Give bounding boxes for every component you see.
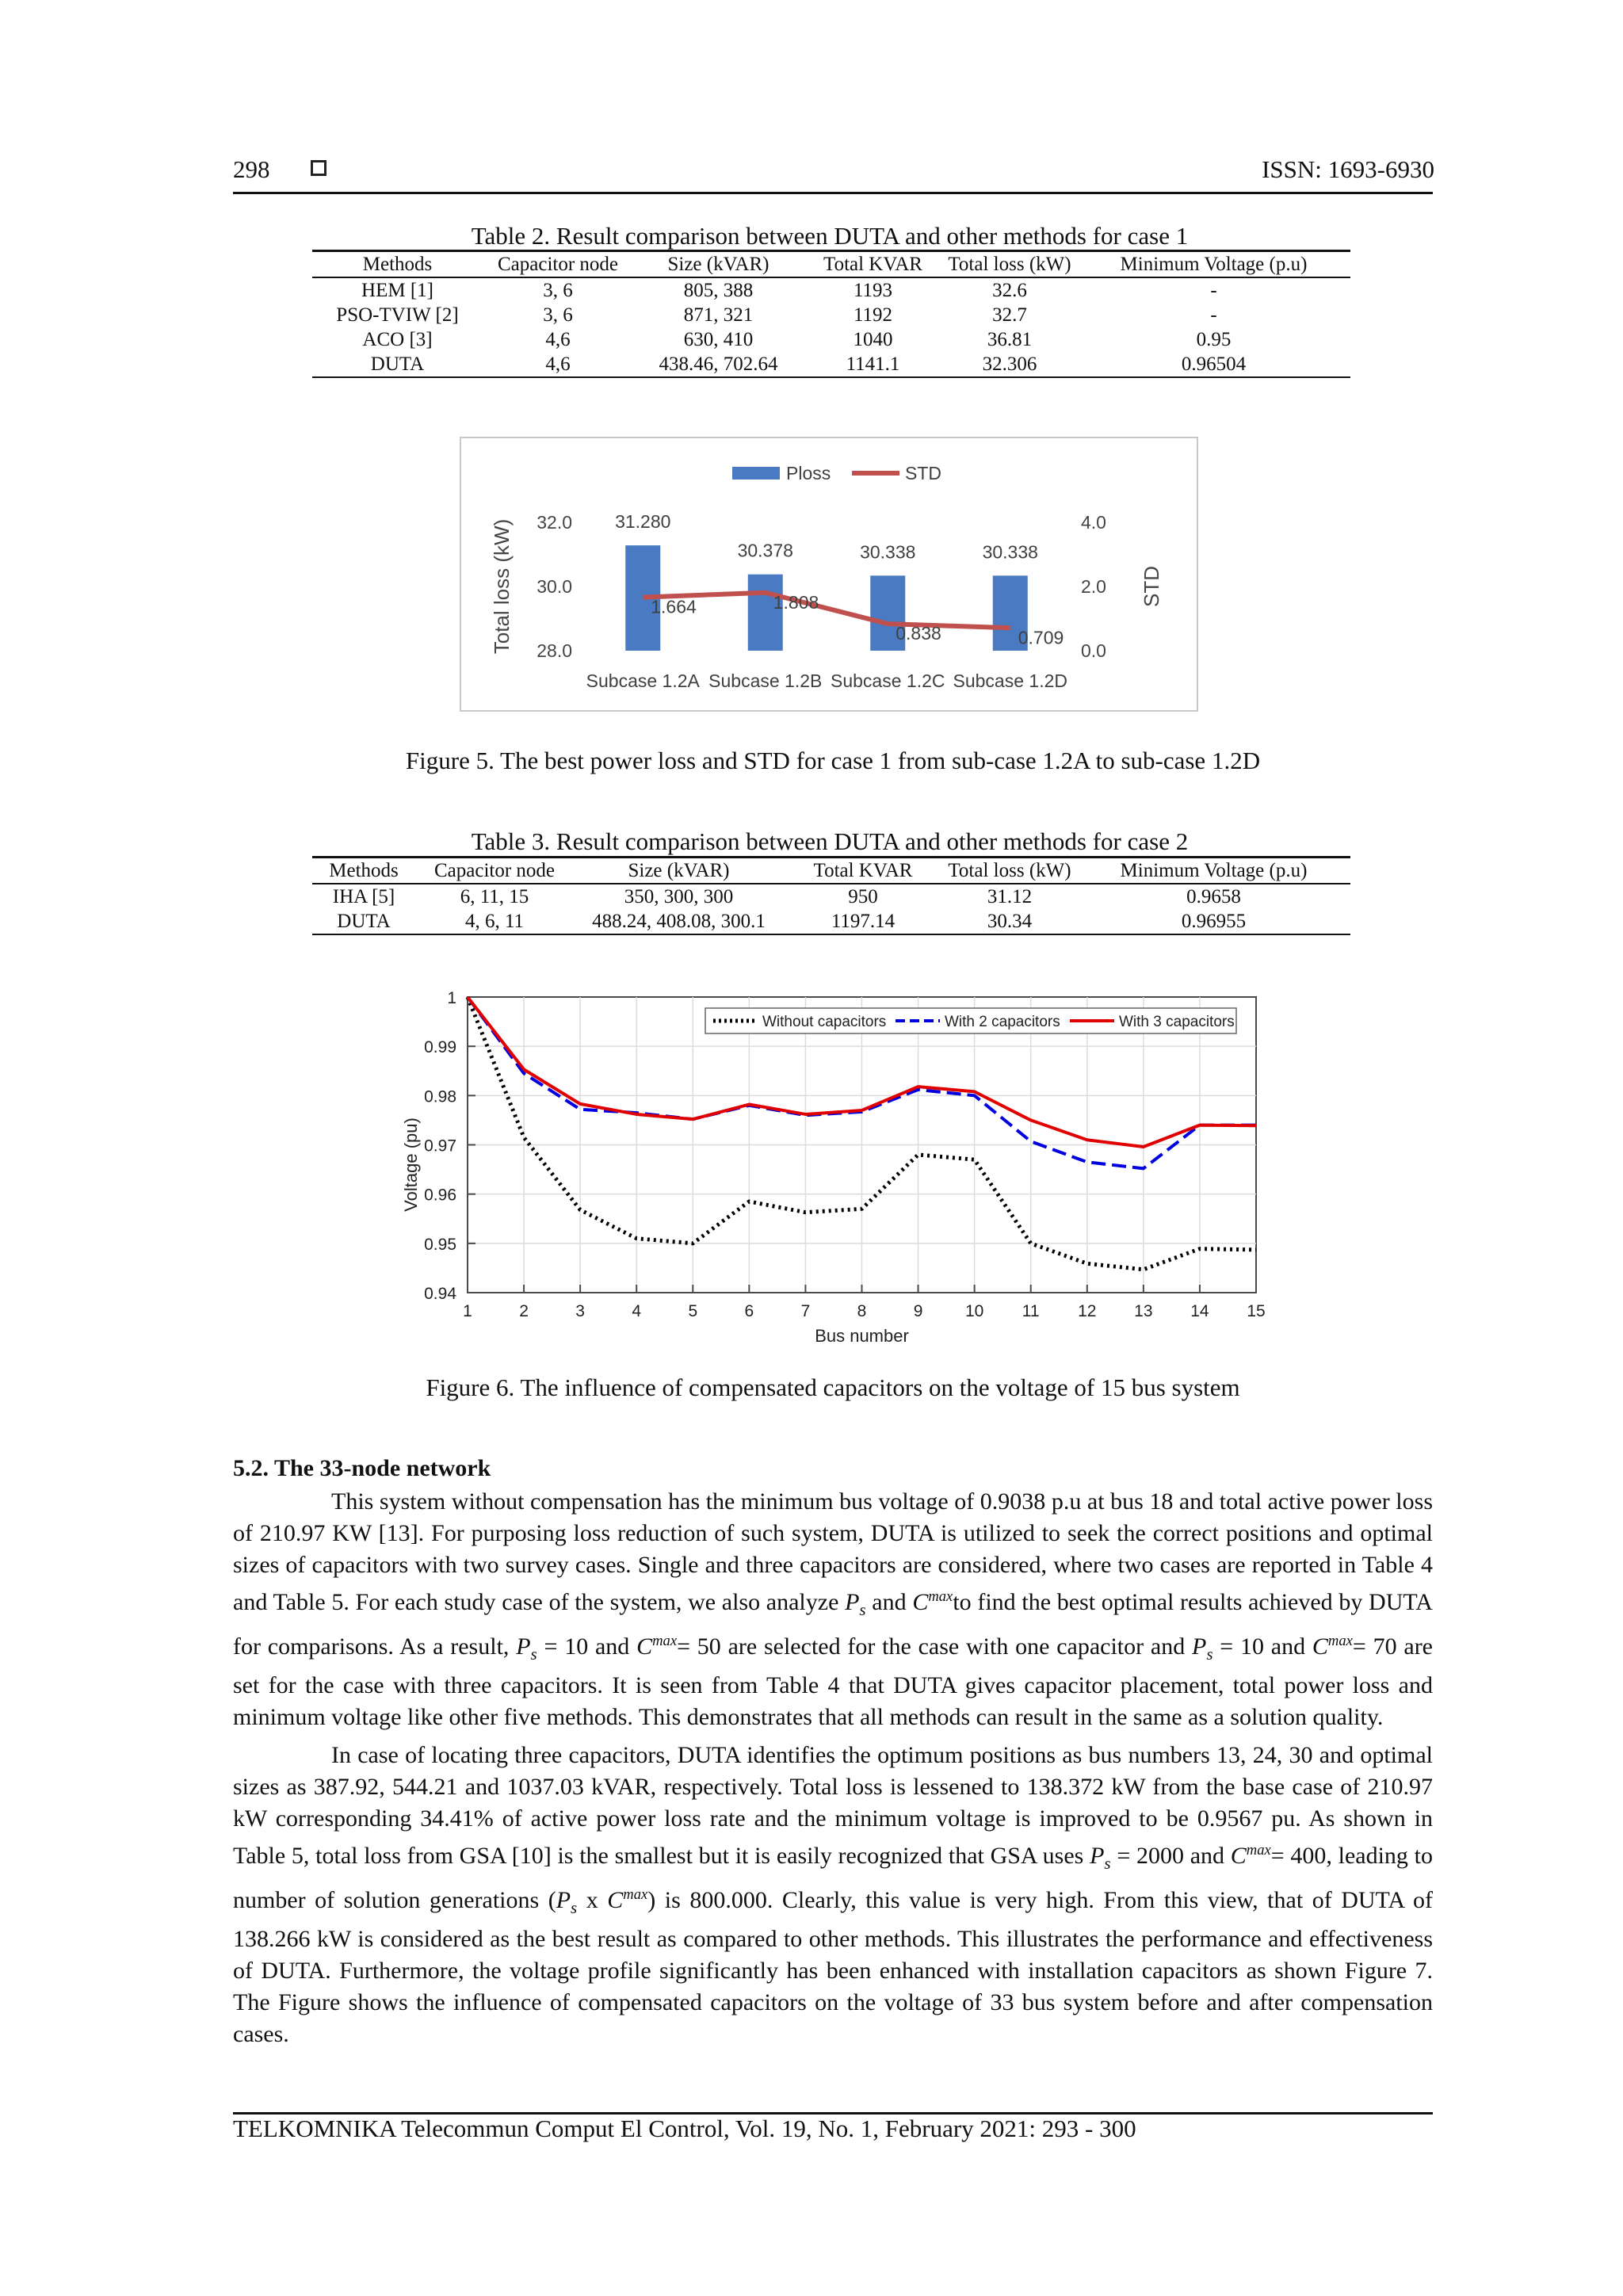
line-data-label: 1.664 [651, 596, 697, 617]
x-category-label: Subcase 1.2C [831, 670, 945, 691]
table-row [312, 277, 1350, 303]
figure5-caption: Figure 5. The best power loss and STD for case 1 from sub-case 1.2A to sub-case 1.2D [405, 747, 1261, 774]
symbol-c: C [607, 1887, 624, 1913]
x-tick-label: 15 [1247, 1302, 1266, 1320]
x-tick-label: 9 [913, 1302, 923, 1320]
table3-col-methods: Methods [312, 858, 415, 884]
symbol-p: P [1192, 1633, 1207, 1660]
symbol-sub: s [530, 1645, 537, 1664]
y-axis-title: Total loss (kW) [490, 518, 514, 655]
bar-data-label: 30.338 [860, 541, 916, 563]
table-cell: 871, 321 [683, 304, 754, 326]
table-cell: 31.12 [987, 886, 1033, 907]
table-cell: 32.6 [992, 280, 1027, 301]
table-cell: 1141.1 [804, 352, 942, 377]
symbol-p: P [1090, 1843, 1105, 1869]
table-cell: - [1210, 304, 1217, 326]
line-data-label: 0.709 [1018, 627, 1064, 648]
page-number: 298 [233, 155, 270, 183]
y2-tick-label: 0.0 [1081, 640, 1106, 661]
y-tick-label: 0.94 [424, 1285, 456, 1303]
square-bullet-icon [311, 160, 327, 176]
table2-caption: Table 2. Result comparison between DUTA and other methods for case 1 [471, 222, 1189, 250]
symbol-sup: max [1327, 1633, 1353, 1649]
table2-col-capacitor-node: Capacitor node [483, 251, 633, 278]
x-category-label: Subcase 1.2B [708, 670, 823, 691]
text-run: x [577, 1887, 608, 1913]
table-cell: 1197.14 [784, 909, 942, 934]
bar [748, 575, 783, 651]
table-cell: 950 [848, 886, 878, 907]
table3-col-capacitor-node: Capacitor node [415, 858, 574, 884]
text-run: ) is 800.000. Clearly, this value is very high. From this view, that of DUTA of 138.266 kW is considered as the best result as compared to other methods. This illustrates the performance and effectiveness of DUTA. Furthermore, the voltage profile significantly has been enhanced with installation capacitors as shown Figure 7. The Figure shows the influence of compensated capacitors on the voltage of 33 bus system before and after compensation cases. [233, 1887, 1433, 2047]
y-tick-label: 0.97 [424, 1137, 456, 1156]
x-tick-label: 12 [1078, 1302, 1097, 1320]
y-tick-label: 1 [447, 989, 456, 1007]
table-cell: 3, 6 [543, 280, 573, 301]
table-cell: 32.306 [942, 352, 1077, 377]
table3-col-total-loss: Total loss (kW) [942, 858, 1077, 884]
table-cell: 630, 410 [683, 329, 754, 350]
table2-col-methods: Methods [312, 251, 483, 278]
symbol-p: P [845, 1589, 860, 1615]
symbol-sup: max [928, 1588, 953, 1605]
symbol-c: C [1312, 1633, 1328, 1660]
table3-caption: Table 3. Result comparison between DUTA and other methods for case 2 [471, 827, 1189, 855]
x-category-label: Subcase 1.2D [953, 670, 1067, 691]
table-row [312, 352, 1350, 377]
table-cell: 30.34 [942, 909, 1077, 934]
symbol-sub: s [1206, 1645, 1213, 1664]
body-paragraph-2 [233, 1740, 1433, 2050]
x-category-label: Subcase 1.2A [586, 670, 700, 691]
y-tick-label: 0.95 [424, 1235, 456, 1254]
figure5-frame [460, 437, 1198, 712]
y-tick-label: 30.0 [537, 576, 572, 597]
x-tick-label: 8 [857, 1302, 867, 1320]
symbol-sub: s [571, 1898, 578, 1917]
table-row [312, 909, 1350, 934]
table-cell: 1193 [853, 280, 893, 301]
table-cell: 4, 6, 11 [415, 909, 574, 934]
table-cell: - [1210, 280, 1217, 301]
y-tick-label: 0.98 [424, 1087, 456, 1106]
text-run: In case of locating three capacitors, DUTA identifies the optimum positions as bus numbers 13, 24, 30 and optimal sizes as 387.92, 544.21 and 1037.03 kVAR, respectively. Total loss is lessened to 138.372 kW from the base case of 210.97 kW corresponding 34.41% of active power loss rate and the minimum voltage is improved to be 0.9567 pu. As shown in Table 5, total loss from GSA [10] is the smallest but it is easily recognized that GSA uses [233, 1742, 1433, 1869]
table-cell: PSO-TVIW [2] [336, 304, 459, 326]
x-tick-label: 5 [688, 1302, 698, 1320]
text-run: to find the best optimal results achieved by DUTA for comparisons. As a result, [233, 1589, 1433, 1660]
symbol-c: C [1230, 1843, 1247, 1869]
table2-col-size: Size (kVAR) [633, 251, 804, 278]
table-cell: 0.96504 [1077, 352, 1350, 377]
bar-data-label: 30.378 [737, 540, 793, 561]
table2-col-total-loss: Total loss (kW) [942, 251, 1077, 278]
y-tick-label: 0.99 [424, 1038, 456, 1057]
footer-citation: TELKOMNIKA Telecommun Comput El Control, Vol. 19, No. 1, February 2021: 293 - 300 [233, 2115, 1136, 2142]
x-tick-label: 11 [1022, 1302, 1040, 1320]
std-series-line [643, 593, 1010, 628]
table2-col-min-voltage: Minimum Voltage (p.u) [1077, 251, 1350, 278]
symbol-sup: max [623, 1886, 648, 1903]
x-tick-label: 4 [632, 1302, 642, 1320]
table-row [312, 327, 1350, 352]
x-tick-label: 10 [964, 1302, 984, 1320]
table-cell: 32.7 [992, 304, 1027, 326]
table-cell: DUTA [312, 909, 415, 934]
x-axis-title: Bus number [815, 1326, 909, 1346]
table-cell: 488.24, 408.08, 300.1 [574, 909, 784, 934]
x-tick-label: 1 [463, 1302, 472, 1320]
x-tick-label: 14 [1190, 1302, 1209, 1320]
text-run: = 10 and [1212, 1633, 1312, 1660]
table-cell: 350, 300, 300 [624, 886, 734, 907]
text-run: = 10 and [537, 1633, 637, 1660]
legend-label: With 2 capacitors [945, 1014, 1060, 1030]
table-cell: 1192 [853, 304, 893, 326]
symbol-sup: max [1246, 1842, 1271, 1859]
x-tick-label: 2 [519, 1302, 529, 1320]
text-run: and [865, 1589, 913, 1615]
table-cell: 805, 388 [683, 280, 754, 301]
x-tick-label: 6 [744, 1302, 754, 1320]
y2-tick-label: 2.0 [1081, 576, 1106, 597]
legend-label: With 3 capacitors [1119, 1014, 1235, 1030]
bar-data-label: 30.338 [982, 541, 1038, 563]
y-tick-label: 0.96 [424, 1186, 456, 1205]
table-cell: 0.9658 [1186, 886, 1241, 907]
y-tick-label: 28.0 [537, 640, 572, 661]
x-tick-label: 3 [575, 1302, 585, 1320]
bar-data-label: 31.280 [615, 511, 671, 533]
table3-col-min-voltage: Minimum Voltage (p.u) [1077, 858, 1350, 884]
symbol-sup: max [652, 1633, 678, 1649]
symbol-c: C [636, 1633, 653, 1660]
table3-col-total-kvar: Total KVAR [784, 858, 942, 884]
table3-col-size: Size (kVAR) [574, 858, 784, 884]
symbol-c: C [912, 1589, 929, 1615]
y-tick-label: 32.0 [537, 512, 572, 533]
figure6-chart [388, 981, 1284, 1358]
text-run: This system without compensation has the minimum bus voltage of 0.9038 p.u at bus 18 and total active power loss of 210.97 KW [13]. For purposing loss reduction of such system, DUTA is utilized to seek the correct positions and optimal sizes of capacitors with two survey cases. Single and three capacitors are considered, where two cases are reported in Table 4 and Table 5. For each study case of the system, we also analyze [233, 1488, 1433, 1615]
table-cell: 1040 [853, 329, 893, 350]
line-data-label: 1.808 [773, 591, 819, 613]
table-cell: 4,6 [545, 329, 571, 350]
table-row [312, 303, 1350, 327]
journal-issn: ISSN: 1693-6930 [1262, 155, 1434, 183]
legend-ploss-swatch [732, 467, 780, 479]
symbol-p: P [516, 1633, 531, 1660]
figure6-caption: Figure 6. The influence of compensated capacitors on the voltage of 15 bus system [426, 1373, 1240, 1401]
symbol-sub: s [1104, 1854, 1111, 1873]
table-cell: HEM [1] [361, 280, 433, 301]
legend-label: Without capacitors [762, 1014, 887, 1030]
table-cell: IHA [5] [332, 886, 395, 907]
table-cell: 438.46, 702.64 [633, 352, 804, 377]
table-cell: 6, 11, 15 [460, 886, 529, 907]
legend-ploss-label: Ploss [786, 463, 831, 483]
symbol-p: P [556, 1887, 571, 1913]
table-cell: 3, 6 [543, 304, 573, 326]
x-tick-label: 7 [800, 1302, 811, 1320]
table-cell: 0.95 [1196, 329, 1232, 350]
body-paragraph-1 [233, 1486, 1433, 1733]
table-cell: 0.96955 [1077, 909, 1350, 934]
text-run: = 50 are selected for the case with one capacitor and [677, 1633, 1192, 1660]
text-run: = 70 are set for the case with three capacitors. It is seen from Table 4 that DUTA gives capacitor placement, total power loss and minimum voltage like other five methods. This demonstrates that all methods can result in the same as a solution quality. [233, 1633, 1433, 1730]
figure5-chart [461, 438, 1197, 710]
header-rule [233, 192, 1433, 194]
y2-axis-title: STD [1140, 566, 1163, 607]
table3 [312, 856, 1350, 935]
table2 [312, 250, 1350, 378]
table-row [312, 884, 1350, 909]
line-data-label: 0.838 [896, 623, 941, 644]
legend-std-label: STD [905, 463, 941, 483]
x-tick-label: 13 [1134, 1302, 1153, 1320]
y-axis-title: Voltage (pu) [401, 1117, 421, 1212]
table2-header-row [312, 251, 1350, 278]
table-cell: 36.81 [987, 329, 1033, 350]
text-run: = 2000 and [1110, 1843, 1231, 1869]
table-cell: DUTA [312, 352, 483, 377]
symbol-sub: s [859, 1600, 866, 1619]
section-heading: 5.2. The 33-node network [233, 1455, 491, 1481]
table-cell: ACO [3] [362, 329, 433, 350]
text-run: = 400, leading to number of solution generations ( [233, 1843, 1433, 1913]
table-cell: 4,6 [483, 352, 633, 377]
table2-col-total-kvar: Total KVAR [804, 251, 942, 278]
y2-tick-label: 4.0 [1081, 512, 1106, 533]
table3-header-row [312, 858, 1350, 884]
